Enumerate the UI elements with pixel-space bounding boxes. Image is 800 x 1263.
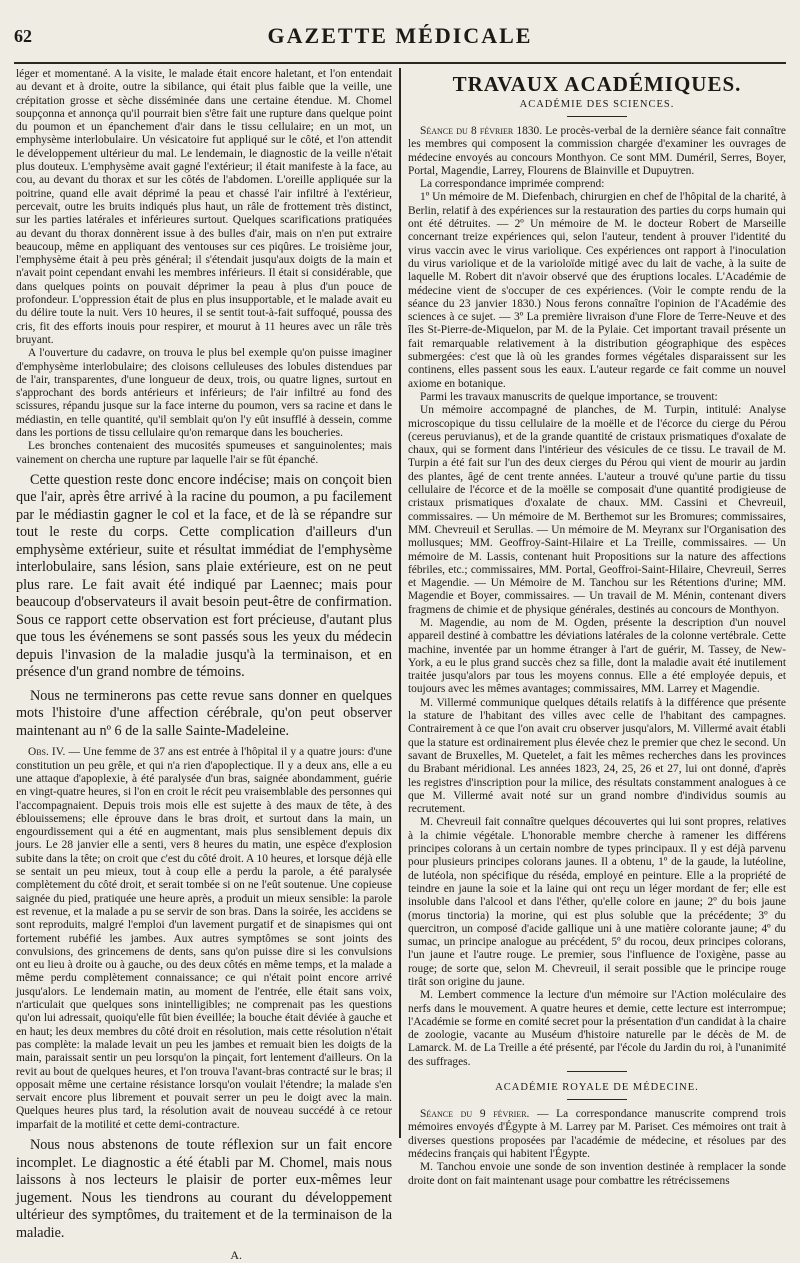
block-1 [16,68,392,467]
paragraph: M. Magendie, au nom de M. Ogden, présente la description d'un nouvel appareil destiné à combattre les déviations latérales de la colonne vertébrale. Cette machine, inventée par un homme étranger à l'art de guérir, M. Tassey, de New-York, a eu le plus grand succès chez sa fille, dont la maladie avait été inutilement traitée jusqu'alors par tous les moyens connus. Elle a été employée depuis, et toujours avec les mêmes avantages; commissaires, MM. Larrey et Magendie. [408,616,786,696]
signature: A. [230,1248,242,1263]
journal-title: GAZETTE MÉDICALE [267,23,533,48]
running-head [14,22,786,50]
paragraph: Un mémoire accompagné de planches, de M. Turpin, intitulé: Analyse microscopique du tissu cellulaire de la moëlle et de l'écorce du cierge du Pérou (cereus peruvianus), et de la grande quantité de cristaux prismatiques d'oxalate de chaux, qui se forment dans l'intérieur des vésicules de ce tissu. Le travail de M. Turpin a été fait sur l'un des deux cierges du Pérou qui vient de mourir au jardin des plantes, âgé de cent trente années. L'auteur a trouvé qu'une partie du tissu cellulaire de l'écorce et de la moëlle se composait d'une quantité prodigieuse de cristaux prismatiques d'oxalate de chaux. MM. Cassini et Chevreuil, commissaires. — Un mémoire de M. Berthemot sur les Bromures; commissaires, MM. Chevreuil et Serullas. — Un mémoire de M. Meyranx sur l'Organisation des mollusques; MM. Geoffroy-Saint-Hilaire et La Treille, commissaires. — Un mémoire de M. Lassis, contenant huit Propositions sur la nature des affections fébriles, etc.; commissaires, MM. Portal, Geoffroi-Saint-Hilaire, Chevreuil, Serres et Magendie. — Un Mémoire de M. Tanchou sur les Rétentions d'urine; MM. Magendie et Boyer, commissaires. — Un travail de M. Ménin, contenant divers fragmens de chimie et de physique générales, destinés au concours de Monthyon. [408,404,786,616]
paragraph: La correspondance imprimée comprend: [420,178,605,191]
heading-rule [567,116,627,117]
block-4 [16,1137,392,1242]
paragraph: Nous ne terminerons pas cette revue sans donner en quelques mots l'histoire d'une affection cérébrale, qu'on peut observer maintenant au nº 6 de la salle Sainte-Madeleine. [16,687,392,739]
paragraph [408,125,786,178]
paragraph: A l'ouverture du cadavre, on trouva le plus bel exemple qu'on puisse imaginer d'emphysème interlobulaire; des cloisons celluleuses des lobules distendues par de l'air, transparentes, d'une longueur de deux, trois, ou quatre lignes, surtout en s'approchant des bords antérieurs et inférieurs; de l'air infiltré au fond des scissures, répandu jusque sur la face interne du poumon, vers sa racine et dans le médiastin, en telle quantité, qu'il semblait qu'on l'y eût insufflé à dessein, comme dans les portions de tissu cellulaire qu'on remarque dans les boucheries. [16,347,392,440]
observation-text: — Une femme de 37 ans est entrée à l'hôpital il y a quatre jours: d'une constitution un peu grêle, et qui n'a rien d'apoplectique. Il y a deux ans, elle a eu une attaque d'apoplexie, à été paralysée d'un bras, saignée abondamment, guérie en vingt-quatre heures, si l'on en croit le récit peu vraisemblable des personnes qui l'accompagnaient. Depuis trois mois elle est sujette à des maux de tête, à des éblouissemens; elle éprouve dans le bras droit, et surtout dans la main, un engourdissement qui a été en augmentant, mais plus sensiblement depuis dix jours. Le 28 janvier elle a senti, vers 8 heures du matin, une espèce d'explosion subite dans la tête; on croit que c'est du côté droit. A 10 heures, et lorsque déjà elle se sentait un peu mieux, tout à coup elle a perdu la parole, a été paralysée complètement du côté droit, et serait tombée si on ne l'eût soutenue. Une copieuse saignée du pied, pratiquée une heure après, a produit un mieux sensible: la parole est revenue, et la malade a pu se servir de son bras. Dans la soirée, les accidens se sont reproduits, malgré l'emploi d'un lavement purgatif et de sinapismes qui ont fortement rubéfié les jambes. Aux autres symptômes se sont joints des convulsions, des grincemens de dents, sans qu'on puisse dire si les convulsions ont eu lieu à droite ou à gauche, ou des deux côtés en même temps, et la malade a même perdu complètement connaissance; ce qui n'était point encore arrivé jusqu'alors. Le lendemain matin, au moment de l'entrée, elle était sans voix, n'articulait que quelques sons inintelligibles; ne comprenait pas les questions qu'on lui adressait, quoiqu'elle fût bien éveillée; la bouche était déviée à gauche et en haut; les deux membres du côté droit en résolution, mais cette résolution n'était pas complète: la malade levait un peu les jambes et remuait bien les doigts de la main, paraissait sentir un peu lorsqu'on la pinçait, fort lentement d'ailleurs. On la revit au bout de quelques heures, et l'on trouva l'avant-bras contracté sur le bras; il opposait même une certaine résistance lorsqu'on voulait l'étendre; la malade s'en servait encore plus librement et pouvait serrer un peu le doigt avec la main. Quelques heures plus tard, la résolution avait de nouveau succédé à ce retour imparfait de la motilité et cette demi-contracture. [16,746,392,1131]
page-number: 62 [14,26,32,46]
paragraph: Parmi les travaux manuscrits de quelque importance, se trouvent: [420,390,718,403]
paragraph-text: — La correspondance manuscrite comprend trois mémoires envoyés d'Égypte à M. Larrey par M. Pariset. Ces mémoires ont trait à diverses questions proposées par l'académie de médecine, et résolues par des médecins français qui habitent l'Égypte. [408,1108,786,1160]
right-column [408,68,786,1187]
section-title: TRAVAUX ACADÉMIQUES. [452,72,742,96]
column-divider [399,68,401,1138]
paragraph: Cette question reste donc encore indécise; mais on conçoit bien que l'air, après être arrivé à la racine du poumon, a pu facilement par le médiastin gagner le col et la face, et de là se répandre sur tout le reste du corps. Cette complication d'ailleurs d'un emphysème extérieur, suite et résultat immédiat de l'emphysème interlobulaire, sans lésion, sans plaie extérieure, est on ne peut plus rare. Le fait avait été indiqué par Laennec; mais pour beaucoup d'observateurs il avait besoin peut-être de confirmation. Sous ce rapport cette observation est fort précieuse, d'autant plus que tous les événemens se sont passés sous les yeux du médecin depuis l'invasion de la maladie jusqu'à la terminaison, et en présence d'un grand nombre de témoins. [16,471,392,681]
paragraph: Les bronches contenaient des mucosités spumeuses et sanguinolentes; mais vainement on chercha une rupture par laquelle l'air se fût épanché. [16,440,392,466]
seance-label: Séance du 9 février. [420,1108,530,1121]
paragraph: 1º Un mémoire de M. Diefenbach, chirurgien en chef de l'hôpital de la charité, à Berlin, relatif à des expériences sur la restauration des parties du corps humain qui ont été détruites. — 2º Un mémoire de M. le docteur Robert de Marseille concernant treize expériences qui, selon l'auteur, tendent à prouver l'identité du virus vaccin avec le virus variolique. Ces expériences ont rapport à l'inoculation du virus variolique et de la varioloïde mitigé avec du lait de vache, à la suite de laquelle M. Robert dit n'avoir observé que des éruptions locales. L'Académie de médecine vient de s'occuper de ces expériences. (Voir le compte rendu de la séance du 23 janvier 1830.) Nous ferons connaître l'opinion de l'Académie des sciences à ce sujet. — 3º La première livraison d'une Flore de Terre-Neuve et des îles St-Pierre-de-Miquelon, par M. de la Pylaie. Cet important travail présente un fait remarquable relativement à la distribution géographique des espèces submergées: c'est que là où les grandes formes végétales disparaissent sur les continens, elles passent sous les eaux. L'auteur regarde ce fait comme un nouvel axiome en botanique. [408,191,786,390]
paragraph [408,1108,786,1161]
paragraph: léger et momentané. A la visite, le malade était encore haletant, et l'on entendait au devant et à droite, outre la sibilance, qui était plus faible que la veille, une crépitation grosse et sèche disséminée dans une certaine étendue. M. Chomel soupçonna et annonça qu'il pourrait bien s'être fait une rupture dans quelque point du poumon et un épanchement d'air dans le tissu cellulaire; en un mot, un emphysème interlobulaire. Un vésicatoire fut appliqué sur le côté, et l'on attendit le développement ultérieur du mal. Le lendemain, le diagnostic de la veille n'était plus douteux. L'emphysème avait gagné l'extérieur; il était manifeste à la face, au cou, au devant du thorax et sur les côtés de l'abdomen. L'oreille appliquée sur la poitrine, quand elle avait déprimé la peau et chassé l'air infiltré à l'extérieur, percevait, outre les bruits indiqués plus haut, un râle de frottement très distinct, sur les parties latérales et inférieures surtout. Quelques scarifications pratiquées au devant du thorax donnèrent issue à des bulles d'air, mais on n'en put extraire beaucoup, même en appliquant des ventouses sur ces piqûres. Le troisième jour, l'emphysème était à peu près général; il s'étendait jusqu'aux doigts de la main et n'avait point cependant envahi les membres inférieurs. Il était si considérable, que dans quelques points on pouvait déprimer la peau à plus d'un pouce de profondeur. L'oppression était de plus en plus insupportable, et le malade avait eu du délire toute la nuit. Vers 10 heures, il se sentit tout-à-fait suffoqué, poussa des cris, fit des efforts inouis pour respirer, et mourut à 11 heures avec un râle très bruyant. [16,68,392,346]
paragraph: M. Villermé communique quelques détails relatifs à la différence que présente la stature de l'habitant des villes avec celle de l'habitant des campagnes. Contrairement à ce que l'on avait cru observer jusqu'alors, M. Villermé avait établi que la stature est ordinairement plus élevée chez le premier que chez le second. Un savant de Bruxelles, M. Quetelet, a fait les mêmes recherches dans les provinces du Brabant méridional. Les années 1823, 24, 25, 26 et 27, lui ont donné, d'après les registres d'inscription pour la milice, des résultats constamment analogues à ce que M. Villermé avait noté sur un grand nombre d'individus soumis au recrutement. [408,696,786,816]
paragraph: M. Lembert commence la lecture d'un mémoire sur l'Action moléculaire des nerfs dans le mouvement. A quatre heures et demie, cette lecture est interrompue; l'Académie se forme en comité secret pour la présentation d'un candidat à la chaire de zoologie, vacante au Muséum d'histoire naturelle par le décès de M. de Lamarck. M. de La Treille a été présenté, par l'école du Jardin du roi, à l'unanimité des suffrages. [408,989,786,1068]
academy-heading: ACADÉMIE DES SCIENCES. [519,99,675,110]
paragraph: Nous nous abstenons de toute réflexion sur un fait encore incomplet. Le diagnostic a été établi par M. Chomel, mais nous laissons à nos lecteurs le plaisir de porter eux-mêmes leur jugement. Nous les tiendrons au courant du développement ultérieur des symptômes, du traitement et de la terminaison de la maladie. [16,1137,392,1241]
observation-label: Obs. IV. [28,746,66,759]
paragraph: M. Chevreuil fait connaître quelques découvertes qui lui sont propres, relatives à la chimie végétale. L'honorable membre cherche à ramener les différens principes colorans à un certain nombre de types principaux. Il y est déjà parvenu pour plusieurs principes colorans jaunes. Il a obtenu, 1º de la gaude, la lutéoline, de lutéola, non spécifique du réséda, employé en peinture. Elle a la propriété de teindre en jaune la soie et la laine qui ont reçu un léger mordant de fer; elle est insoluble dans l'alcool et dans l'éther, qu'elle colore en jaune; 2º du bois jaune (morus tinctoria) la morine, qui est plus soluble que la précédente; 3º du quercitron, un composé d'acide gallique uni à une matière colorante jaune; 4º du sumac, un principe analogue au précédent, 5º du rocou, deux principes colorans, l'un jaune et l'autre rouge. Le premier, sous l'influence de l'oxigène, passe au rouge; de sorte que, selon M. Chevreuil, il serait possible que le principe rouge tirât son origine du jaune. [408,816,786,988]
academy-heading: ACADÉMIE ROYALE DE MÉDECINE. [495,1082,699,1094]
seance-label: Séance du 8 février 1830. [420,125,543,137]
left-column [16,68,392,1263]
section-separator [567,1071,627,1072]
observation-paragraph [16,746,392,1132]
block-2 [16,472,392,741]
paragraph-text: Le procès-verbal de la dernière séance fait connaître les membres qui composent la commission chargée d'examiner les ouvrages de médecine envoyés au concours Monthyon. Ce sont MM. Duméril, Serres, Boyer, Portal, Magendie, Larrey, Flourens de Blainville et Dupuytren. [408,125,786,177]
header-rule [14,62,786,64]
observation-block [16,746,392,1132]
paragraph: M. Tanchou envoie une sonde de son invention destinée à remplacer la sonde droite dont on fait maintenant usage pour combattre les rétrécissemens [408,1161,786,1187]
heading-rule [567,1099,627,1100]
